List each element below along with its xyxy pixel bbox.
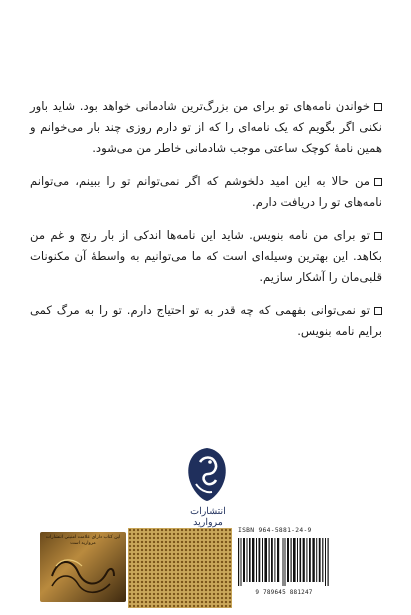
isbn-label: ISBN 964-5881-24-9 xyxy=(238,527,312,534)
hologram-swirl-icon xyxy=(48,554,118,598)
security-hologram-sticker xyxy=(40,532,126,602)
paragraph-2-text: من حالا به این امید دلخوشم که اگر نمی‌توانم تو را ببینم، می‌توانم نامه‌های تو را دریافت دارم. xyxy=(30,174,382,209)
barcode-icon xyxy=(236,538,332,586)
paragraph-2 xyxy=(30,171,382,213)
hologram-text: این کتاب دارای علامت امنیتی انتشارات مروارید است xyxy=(45,535,121,546)
publisher-name: انتشارات مروارید xyxy=(190,506,226,528)
paragraph-3-text: تو برای من نامه بنویس. شاید این نامه‌ها اندکی از بار رنج و غم من بکاهد. این بهترین وسیله‌ای است که ما می‌توانیم به واسطهٔ آن مکنونات قلبی‌مان را آشکار سازیم. xyxy=(30,228,382,284)
paragraph-4-text: تو نمی‌توانی بفهمی که چه قدر به تو احتیاج دارم. تو را به مرگ کمی برایم نامه بنویس. xyxy=(30,303,382,338)
back-cover-text xyxy=(30,96,382,354)
gold-pattern-decoration xyxy=(128,528,232,608)
square-bullet-icon xyxy=(374,307,382,315)
paragraph-1-text: خواندن نامه‌های تو برای من بزرگ‌ترین شادمانی خواهد بود. شاید باور نکنی اگر بگویم که یک نامه‌ای را که از تو دارم روزی چند بار می‌خوانم و همین نامهٔ کوچک ساعتی موجب شادمانی خاطر من می‌شود. xyxy=(30,99,382,155)
paragraph-1 xyxy=(30,96,382,159)
paragraph-3 xyxy=(30,225,382,288)
square-bullet-icon xyxy=(374,232,382,240)
square-bullet-icon xyxy=(374,178,382,186)
barcode-digits: 9 789645 881247 xyxy=(255,589,313,596)
publisher-bird-logo-icon xyxy=(180,444,234,504)
square-bullet-icon xyxy=(374,103,382,111)
paragraph-4 xyxy=(30,300,382,342)
